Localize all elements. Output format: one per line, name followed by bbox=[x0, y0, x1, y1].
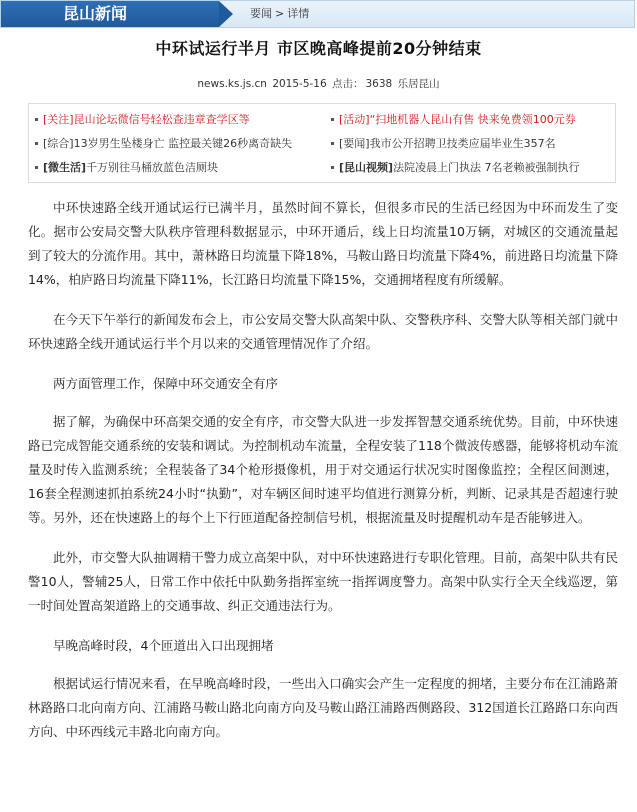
related-link[interactable] bbox=[35, 156, 325, 180]
article-title: 中环试运行半月 市区晚高峰提前20分钟结束 bbox=[155, 39, 482, 58]
paragraph: 在今天下午举行的新闻发布会上，市公安局交警大队高架中队、交警秩序科、交警大队等相关部门就中环快速路全线开通试运行半个月以来的交通管理情况作了介绍。 bbox=[28, 312, 618, 351]
bullet-icon bbox=[331, 166, 334, 169]
related-link[interactable] bbox=[35, 132, 325, 156]
related-link[interactable] bbox=[331, 156, 613, 180]
link-tag: [要闻] bbox=[339, 137, 370, 150]
publish-date: 2015-5-16 bbox=[272, 78, 327, 90]
breadcrumb-item-detail: 详情 bbox=[287, 7, 310, 20]
paragraph: 据了解，为确保中环高架交通的安全有序，市交警大队进一步发挥智慧交通系统优势。目前，中环快速路已完成智能交通系统的安装和调试。为控制机动车流量，全程安装了118个微波传感器，能够将机动车流量及时传入监测系统；全程装备了34个枪形摄像机，用于对交通运行状况实时图像监控；全程区间测速，16套全程测速抓拍系统24小时“执勤”，对车辆区间时速平均值进行测算分析，判断、记录其是否超速行驶等。另外，还在快速路上的每个上下行匝道配备控制信号机，根据流量及时提醒机动车是否能够进入。 bbox=[28, 414, 618, 525]
link-tag: [微生活] bbox=[43, 161, 87, 174]
related-links-box bbox=[28, 103, 616, 183]
site-brand[interactable]: 昆山新闻 bbox=[1, 1, 219, 27]
breadcrumb-separator: > bbox=[275, 7, 285, 20]
bullet-icon bbox=[331, 142, 334, 145]
link-text[interactable]: 13岁男生坠楼身亡 监控最关键26秒离奇缺失 bbox=[73, 137, 293, 150]
related-links-left bbox=[35, 108, 325, 180]
bullet-icon bbox=[35, 142, 38, 145]
link-tag: [活动] bbox=[339, 113, 370, 126]
breadcrumb bbox=[250, 1, 309, 27]
paragraph: 根据试运行情况来看，在早晚高峰时段，一些出入口确实会产生一定程度的拥堵，主要分布在江浦路萧林路路口北向南方向、江浦路马鞍山路北向南方向及马鞍山路江浦路西侧路段、312国道长江路路口东向西方向、中环西线元丰路北向南方向。 bbox=[28, 676, 618, 739]
article-body bbox=[28, 196, 618, 760]
source-site: news.ks.js.cn bbox=[197, 78, 267, 90]
author: 乐居昆山 bbox=[397, 78, 440, 90]
link-text[interactable]: 法院凌晨上门执法 7名老赖被强制执行 bbox=[393, 161, 580, 174]
link-text[interactable]: “扫地机器人昆山有售 快来免费领100元券 bbox=[369, 113, 576, 126]
bullet-icon bbox=[35, 118, 38, 121]
link-text[interactable]: 昆山论坛微信号轻松查违章查学区等 bbox=[73, 113, 250, 126]
related-link[interactable] bbox=[35, 108, 325, 132]
link-tag: [关注] bbox=[43, 113, 74, 126]
paragraph: 中环快速路全线开通试运行已满半月，虽然时间不算长，但很多市民的生活已经因为中环而发生了变化。据市公安局交警大队秩序管理科数据显示，中环开通后，线上日均流量10万辆，对城区的交通流量起到了较大的分流作用。其中，萧林路日均流量下降18%，马鞍山路日均流量下降4%，前进路日均流量下降14%，柏庐路日均流量下降11%，长江路日均流量下降15%，交通拥堵程度有所缓解。 bbox=[28, 200, 618, 287]
section-heading: 两方面管理工作，保障中环交通安全有序 bbox=[53, 376, 279, 391]
link-tag: [昆山视频] bbox=[339, 161, 394, 174]
paragraph: 此外，市交警大队抽调精干警力成立高架中队，对中环快速路进行专职化管理。目前，高架中队共有民警10人，警辅25人，日常工作中依托中队勤务指挥室统一指挥调度警力。高架中队实行全天全线巡逻，第一时间处置高架道路上的交通事故、纠正交通违法行为。 bbox=[28, 550, 618, 613]
views-count: 3638 bbox=[365, 78, 393, 90]
related-link[interactable] bbox=[331, 108, 613, 132]
link-tag: [综合] bbox=[43, 137, 74, 150]
bullet-icon bbox=[35, 166, 38, 169]
related-link[interactable] bbox=[331, 132, 613, 156]
top-bar bbox=[0, 0, 635, 28]
bullet-icon bbox=[331, 118, 334, 121]
breadcrumb-item-news[interactable]: 要闻 bbox=[250, 7, 272, 20]
link-text[interactable]: 千万别往马桶放蓝色洁厕块 bbox=[86, 161, 219, 174]
link-text[interactable]: 我市公开招聘卫技类应届毕业生357名 bbox=[369, 137, 556, 150]
views-label: 点击： bbox=[332, 78, 364, 90]
section-heading: 早晚高峰时段，4个匝道出入口出现拥堵 bbox=[53, 638, 274, 653]
related-links-right bbox=[331, 108, 613, 180]
article-meta bbox=[0, 76, 637, 91]
